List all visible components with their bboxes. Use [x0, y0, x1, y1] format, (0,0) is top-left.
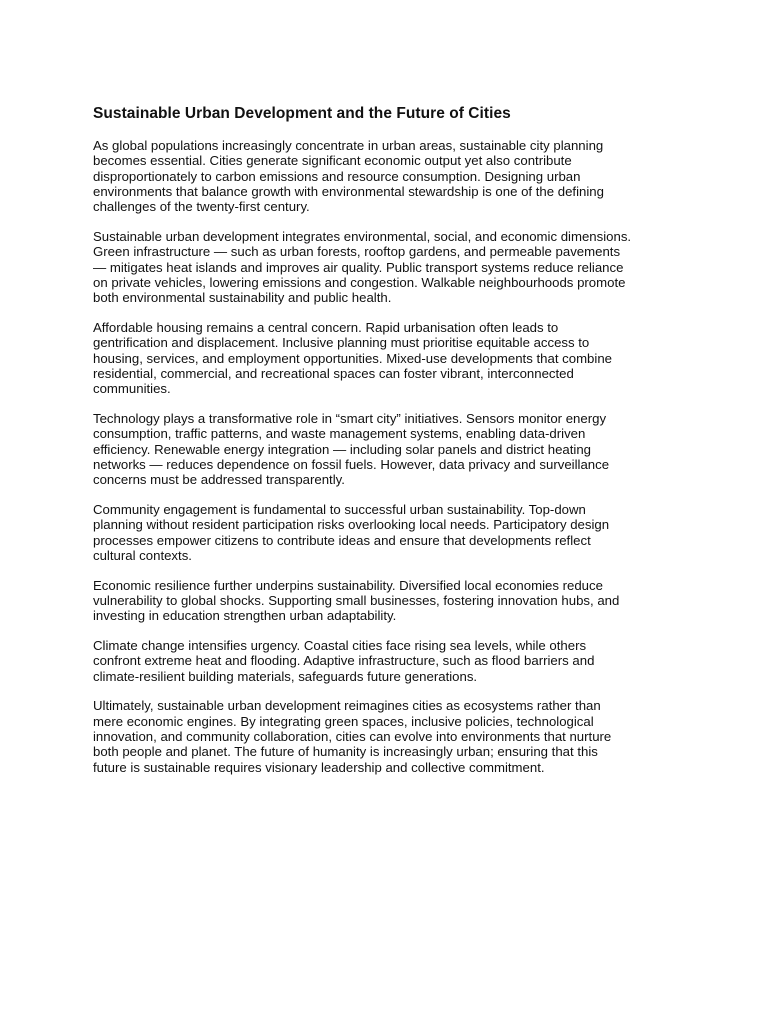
- text-line: climate-resilient building materials, safeguards future generations.: [93, 668, 478, 684]
- paragraph-economy: [93, 578, 681, 624]
- text-line: cultural contexts.: [93, 547, 192, 563]
- text-line: mere economic engines. By integrating green spaces, inclusive policies, technological: [93, 713, 594, 729]
- text-line: both people and planet. The future of humanity is increasingly urban; ensuring that this: [93, 744, 598, 760]
- paragraph-dimensions: [93, 229, 681, 305]
- text-line: vulnerability to global shocks. Supporting small businesses, fostering innovation hubs, and: [93, 592, 620, 608]
- paragraph-housing: [93, 320, 681, 396]
- text-line: Green infrastructure — such as urban forests, rooftop gardens, and permeable pavements: [93, 244, 621, 260]
- text-line: Economic resilience further underpins sustainability. Diversified local economies reduce: [93, 577, 603, 593]
- text-line: communities.: [93, 381, 171, 397]
- text-line: processes empower citizens to contribute ideas and ensure that developments reflect: [93, 532, 591, 548]
- text-line: Community engagement is fundamental to successful urban sustainability. Top-down: [93, 501, 586, 517]
- text-line: As global populations increasingly concentrate in urban areas, sustainable city planning: [93, 138, 604, 153]
- text-line: networks — reduces dependence on fossil fuels. However, data privacy and surveillance: [93, 456, 610, 472]
- text-line: concerns must be addressed transparently.: [93, 472, 345, 488]
- text-line: Climate change intensifies urgency. Coastal cities face rising sea levels, while others: [93, 638, 587, 654]
- text-line: future is sustainable requires visionary leadership and collective commitment.: [93, 759, 545, 775]
- text-line: innovation, and community collaboration, cities can evolve into environments that nurture: [93, 729, 612, 744]
- paragraph-climate: [93, 638, 681, 684]
- paragraph-technology: [93, 411, 681, 487]
- text-line: efficiency. Renewable energy integration — including solar panels and district heating: [93, 441, 592, 457]
- text-line: Technology plays a transformative role in “smart city” initiatives. Sensors monitor energy: [93, 410, 607, 426]
- text-line: becomes essential. Cities generate significant economic output yet also contribute: [93, 153, 572, 169]
- text-line: residential, commercial, and recreational spaces can foster vibrant, interconnected: [93, 365, 574, 381]
- text-line: Affordable housing remains a central concern. Rapid urbanisation often leads to: [93, 319, 559, 335]
- paragraph-conclusion: [93, 698, 681, 774]
- paragraph-community: [93, 502, 681, 563]
- text-line: — mitigates heat islands and improves air quality. Public transport systems reduce reliance: [93, 259, 624, 275]
- text-line: Ultimately, sustainable urban development reimagines cities as ecosystems rather than: [93, 698, 601, 714]
- text-line: challenges of the twenty-first century.: [93, 199, 310, 215]
- text-line: both environmental sustainability and public health.: [93, 290, 392, 306]
- text-line: on private vehicles, lowering emissions and congestion. Walkable neighbourhoods promote: [93, 274, 626, 290]
- text-line: disproportionately to carbon emissions and resource consumption. Designing urban: [93, 168, 581, 184]
- paragraph-intro: [93, 138, 681, 214]
- text-line: consumption, traffic patterns, and waste management systems, enabling data-driven: [93, 426, 586, 442]
- text-line: confront extreme heat and flooding. Adaptive infrastructure, such as flood barriers and: [93, 653, 595, 669]
- text-line: investing in education strengthen urban adaptability.: [93, 608, 397, 624]
- document-title: Sustainable Urban Development and the Future of Cities: [93, 105, 511, 122]
- document-page: [93, 104, 681, 789]
- text-line: gentrification and displacement. Inclusive planning must prioritise equitable access to: [93, 335, 590, 351]
- text-line: housing, services, and employment opportunities. Mixed-use developments that combine: [93, 350, 612, 366]
- text-line: Sustainable urban development integrates environmental, social, and economic dimensions.: [93, 228, 632, 244]
- text-line: planning without resident participation risks overlooking local needs. Participatory design: [93, 517, 610, 533]
- text-line: environments that balance growth with environmental stewardship is one of the defining: [93, 183, 604, 199]
